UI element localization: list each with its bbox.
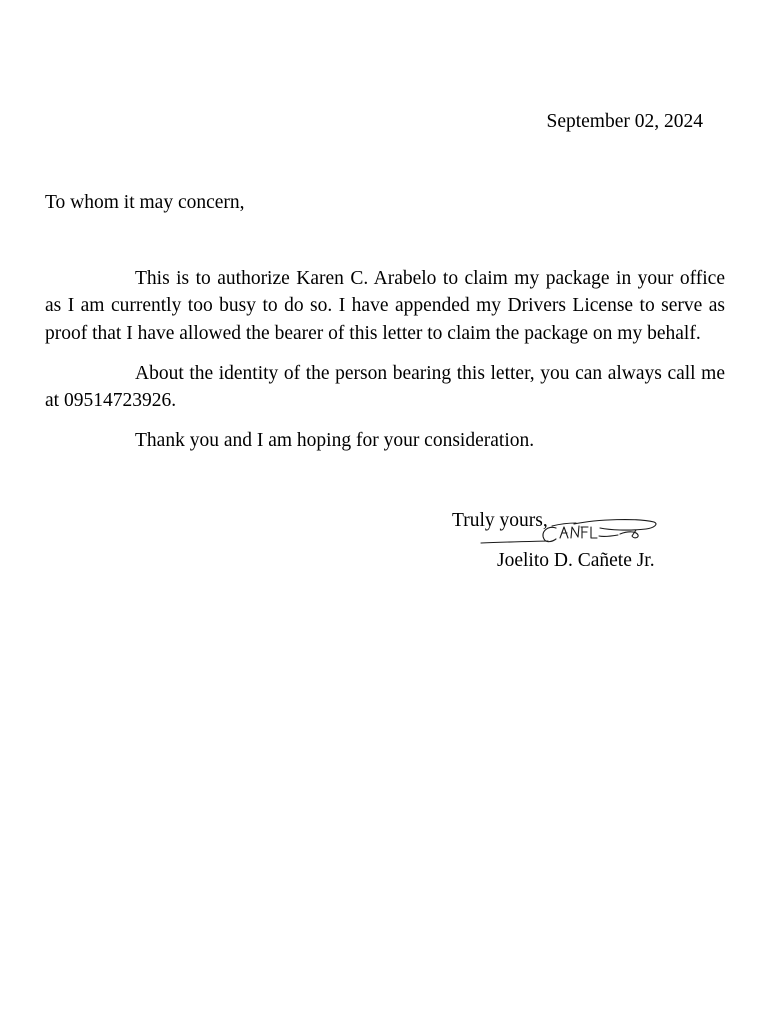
- signer-name: Joelito D. Cañete Jr.: [497, 550, 655, 571]
- letter-date: September 02, 2024: [546, 111, 703, 132]
- closing: Truly yours,: [452, 510, 548, 531]
- body-paragraph-contact: About the identity of the person bearing this letter, you can always call me at 09514723926.: [45, 362, 725, 412]
- handwritten-signature: [478, 516, 660, 550]
- letter-body: [45, 265, 725, 455]
- salutation: To whom it may concern,: [45, 192, 245, 213]
- body-paragraph-thanks: Thank you and I am hoping for your consideration.: [135, 430, 535, 452]
- body-paragraph-authorization: This is to authorize Karen C. Arabelo to claim my package in your office as I am currently too busy to do so. I have appended my Drivers License to serve as proof that I have allowed the bearer of this letter to claim the package on my behalf.: [45, 268, 725, 344]
